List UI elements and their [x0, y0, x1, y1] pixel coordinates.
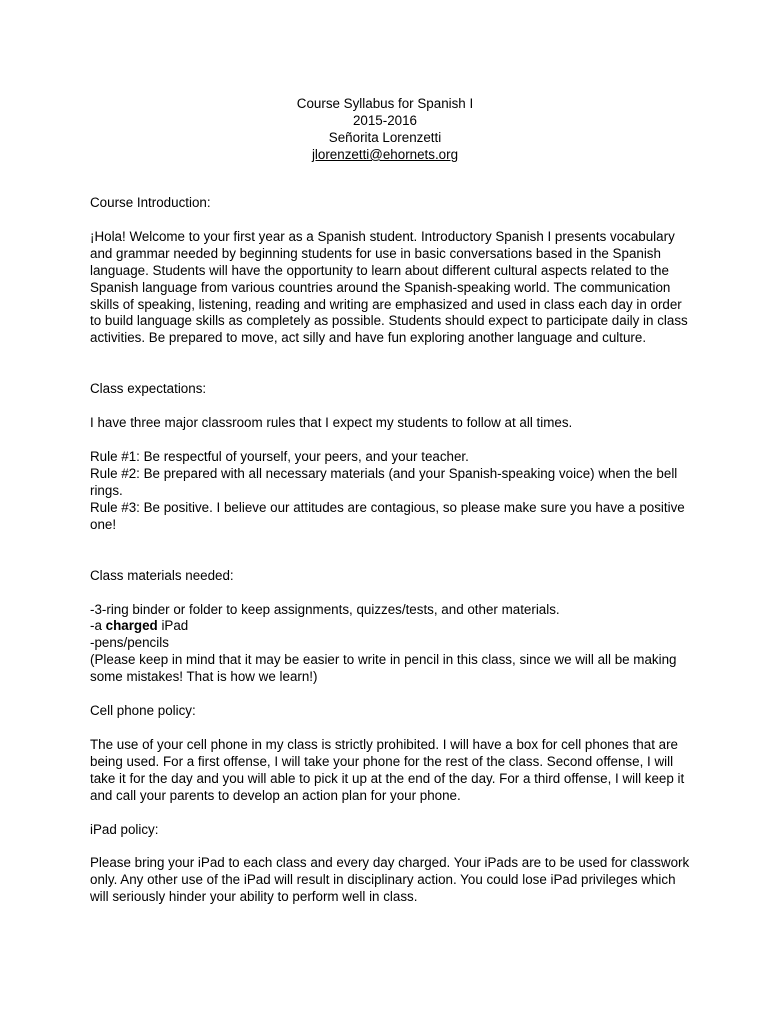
expectations-heading: Class expectations:: [90, 381, 207, 397]
materials-item-ipad-bold: charged: [105, 618, 158, 634]
ipad-heading: iPad policy:: [90, 821, 159, 837]
materials-item-ipad: [90, 618, 690, 635]
rule-1: Rule #1: Be respectful of yourself, your peers, and your teacher.: [90, 449, 469, 465]
syllabus-body: [90, 195, 690, 906]
expectations-lead: I have three major classroom rules that I expect my students to follow at all times.: [90, 415, 573, 431]
intro-paragraph: ¡Hola! Welcome to your first year as a Spanish student. Introductory Spanish I presents vocabulary and grammar needed by beginning students for use in basic conversations based in the Spanish language. Students will have the opportunity to learn about different cultural aspects related to the Spanish language from various countries around the Spanish-speaking world. The communication skills of speaking, listening, reading and writing are emphasized and used in class each day in order to build language skills as completely as possible. Students should expect to participate daily in class activities. Be prepared to move, act silly and have fun exploring another language and culture.: [90, 228, 688, 346]
intro-heading: Course Introduction:: [90, 195, 211, 210]
cellphone-heading: Cell phone policy:: [90, 703, 196, 719]
rule-3: Rule #3: Be positive. I believe our attitudes are contagious, so please make sure you have a positive one!: [90, 499, 685, 532]
materials-item-pens: -pens/pencils: [90, 635, 169, 651]
document-title: Course Syllabus for Spanish I: [296, 96, 474, 111]
materials-heading: Class materials needed:: [90, 567, 234, 583]
syllabus-header: [0, 95, 770, 163]
materials-item-ipad-suffix: iPad: [157, 618, 189, 634]
teacher-email-link[interactable]: jlorenzetti@ehornets.org: [311, 147, 459, 162]
cellphone-paragraph: The use of your cell phone in my class is strictly prohibited. I will have a box for cell phones that are being used. For a first offense, I will take your phone for the rest of the class. Second offense, I will take it for the day and you will able to pick it up at the end of the day. For a third offense, I will keep it and call your parents to develop an action plan for your phone.: [90, 736, 685, 803]
materials-note: (Please keep in mind that it may be easier to write in pencil in this class, since we will all be making some mistakes! That is how we learn!): [90, 652, 677, 685]
materials-item-ipad-prefix: -a: [90, 618, 106, 634]
teacher-name: Señorita Lorenzetti: [328, 130, 442, 145]
materials-item-binder: -3-ring binder or folder to keep assignments, quizzes/tests, and other materials.: [90, 601, 560, 617]
school-year: 2015-2016: [352, 113, 418, 128]
ipad-paragraph: Please bring your iPad to each class and every day charged. Your iPads are to be used for classwork only. Any other use of the iPad will result in disciplinary action. You could lose iPad privileges which will seriously hinder your ability to perform well in class.: [90, 855, 690, 905]
rule-2: Rule #2: Be prepared with all necessary materials (and your Spanish-speaking voice) when the bell rings.: [90, 465, 678, 498]
